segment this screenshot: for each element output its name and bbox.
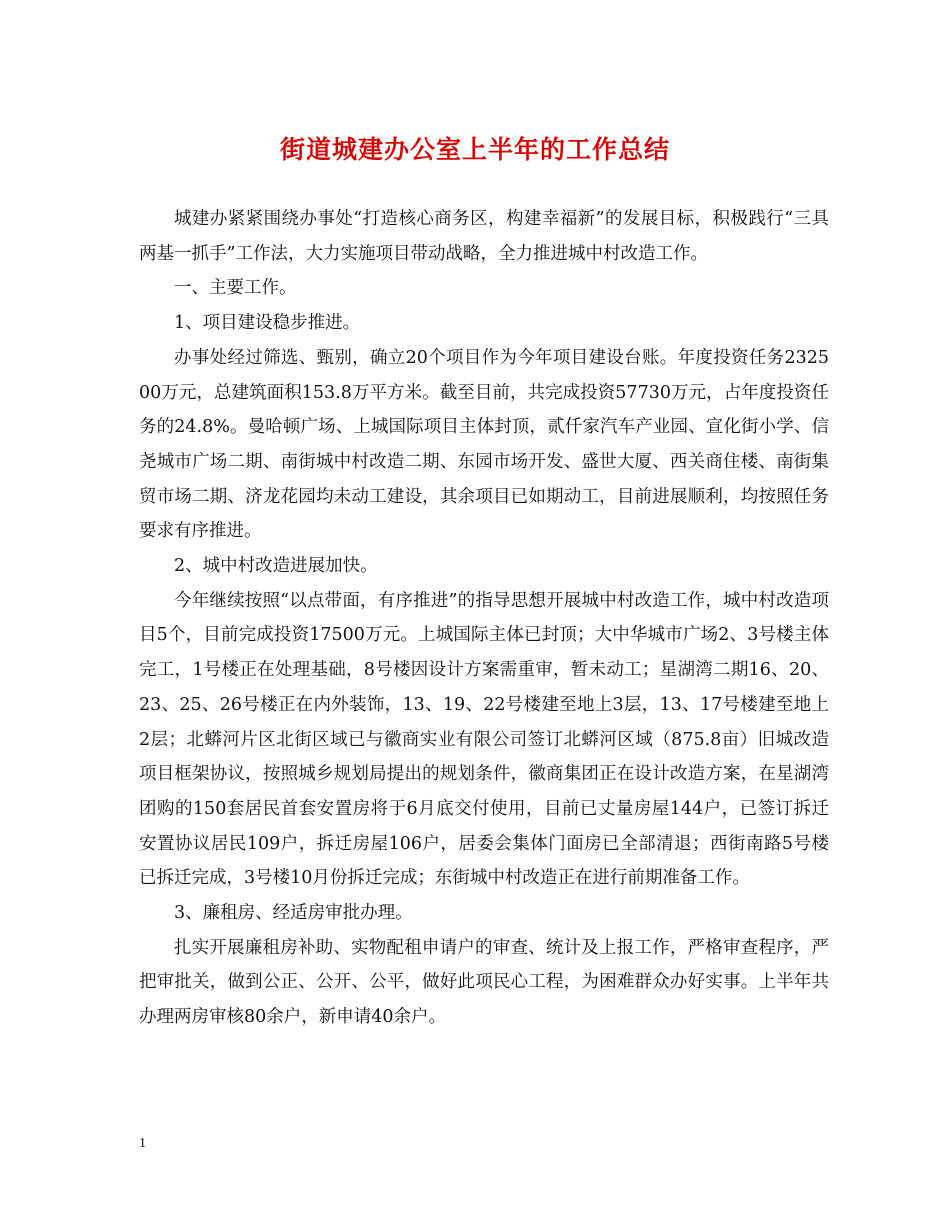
paragraph-project-construction: 办事处经过筛选、甄别，确立20个项目作为今年项目建设台账。年度投资任务232500万元，总建筑面积153.8万平方米。截至目前，共完成投资57730万元，占年度投资任务的24.8%。曼哈顿广场、上城国际项目主体封顶，贰仟家汽车产业园、宣化街小学、信尧城市广场二期、南街城中村改造二期、东园市场开发、盛世大厦、西关商住楼、南街集贸市场二期、济龙花园均未动工建设，其余项目已如期动工，目前进展顺利，均按照任务要求有序推进。 <box>139 347 829 542</box>
intro-paragraph: 城建办紧紧围绕办事处“打造核心商务区，构建幸福新”的发展目标，积极践行“三具两基一抓手”工作法，大力实施项目带动战略，全力推进城中村改造工作。 <box>139 209 829 264</box>
document-title: 街道城建办公室上半年的工作总结 <box>279 135 670 164</box>
page-number: 1 <box>139 1136 146 1151</box>
paragraph-housing-approval: 扎实开展廉租房补助、实物配租申请户的审查、统计及上报工作，严格审查程序，严把审批关，做到公正、公开、公平，做好此项民心工程，为困难群众办好实事。上半年共办理两房审核80余户，新申请40余户。 <box>139 937 829 1028</box>
subheading-project-construction: 1、项目建设稳步推进。 <box>174 313 361 334</box>
section-heading-main-work: 一、主要工作。 <box>174 278 297 299</box>
document-body <box>139 202 829 1035</box>
subheading-housing-approval: 3、廉租房、经适房审批办理。 <box>174 903 413 924</box>
paragraph-village-renovation: 今年继续按照“以点带面，有序推进”的指导思想开展城中村改造工作，城中村改造项目5个，目前完成投资17500万元。上城国际主体已封顶；大中华城市广场2、3号楼主体完工，1号楼正在处理基础，8号楼因设计方案需重审，暂未动工；星湖湾二期16、20、23、25、26号楼正在内外装饰，13、19、22号楼建至地上3层，13、17号楼建至地上2层；北蟒河片区北街区域已与徽商实业有限公司签订北蟒河区域（875.8亩）旧城改造项目框架协议，按照城乡规划局提出的规划条件，徽商集团正在设计改造方案，在星湖湾团购的150套居民首套安置房将于6月底交付使用，目前已丈量房屋144户，已签订拆迁安置协议居民109户，拆迁房屋106户，居委会集体门面房已全部清退；西街南路5号楼已拆迁完成，3号楼10月份拆迁完成；东街城中村改造正在进行前期准备工作。 <box>139 590 829 889</box>
subheading-village-renovation: 2、城中村改造进展加快。 <box>174 556 378 577</box>
